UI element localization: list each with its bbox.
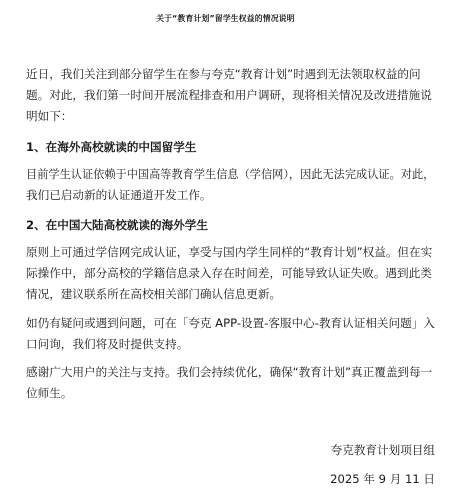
- intro-line: 明如下：: [26, 109, 73, 123]
- section1-line: 目前学生认证依赖于中国高等教育学生信息（学信网），因此无法完成认证。对此，: [26, 168, 435, 181]
- intro-paragraph: [26, 64, 438, 127]
- intro-line: 题。对此，我们第一时间开展流程排查和用户调研，现将相关情况及改进措施说: [26, 88, 432, 102]
- contact-line: 口问询，我们将及时提供支持。: [26, 337, 189, 351]
- section2-heading: 2、在中国大陆高校就读的海外学生: [26, 218, 208, 232]
- intro-line: 近日，我们关注到部分留学生在参与夸克“教育计划”时遇到无法领取权益的问: [26, 67, 421, 81]
- date: 2025 年 9 月 11 日: [330, 472, 435, 486]
- closing-line: 位师生。: [26, 386, 73, 400]
- section1-heading: 1、在海外高校就读的中国留学生: [26, 140, 197, 154]
- section2-paragraph: [26, 242, 438, 305]
- section2-line: 际操作中，部分高校的学籍信息录入存在时间差，可能导致认证失败。遇到此类: [26, 266, 432, 280]
- signature: 夸克教育计划项目组: [330, 443, 435, 457]
- closing-line: 感谢广大用户的关注与支持。我们会持续优化，确保“教育计划”真正覆盖到每一: [26, 365, 433, 379]
- section2-line: 情况，建议联系所在高校相关部门确认信息更新。: [26, 287, 282, 301]
- section2-line: 原则上可通过学信网完成认证，享受与国内学生同样的“教育计划”权益。但在实: [26, 245, 433, 259]
- contact-line: 如仍有疑问或遇到问题，可在「夸克 APP-设置-客服中心-教育认证相关问题」入: [26, 316, 435, 330]
- section1-line: 我们已启动新的认证通道开发工作。: [26, 188, 212, 202]
- closing-paragraph: [26, 362, 438, 404]
- document-title: 关于“教育计划”留学生权益的情况说明: [156, 14, 295, 23]
- section1-paragraph: [26, 164, 438, 206]
- contact-paragraph: [26, 313, 438, 355]
